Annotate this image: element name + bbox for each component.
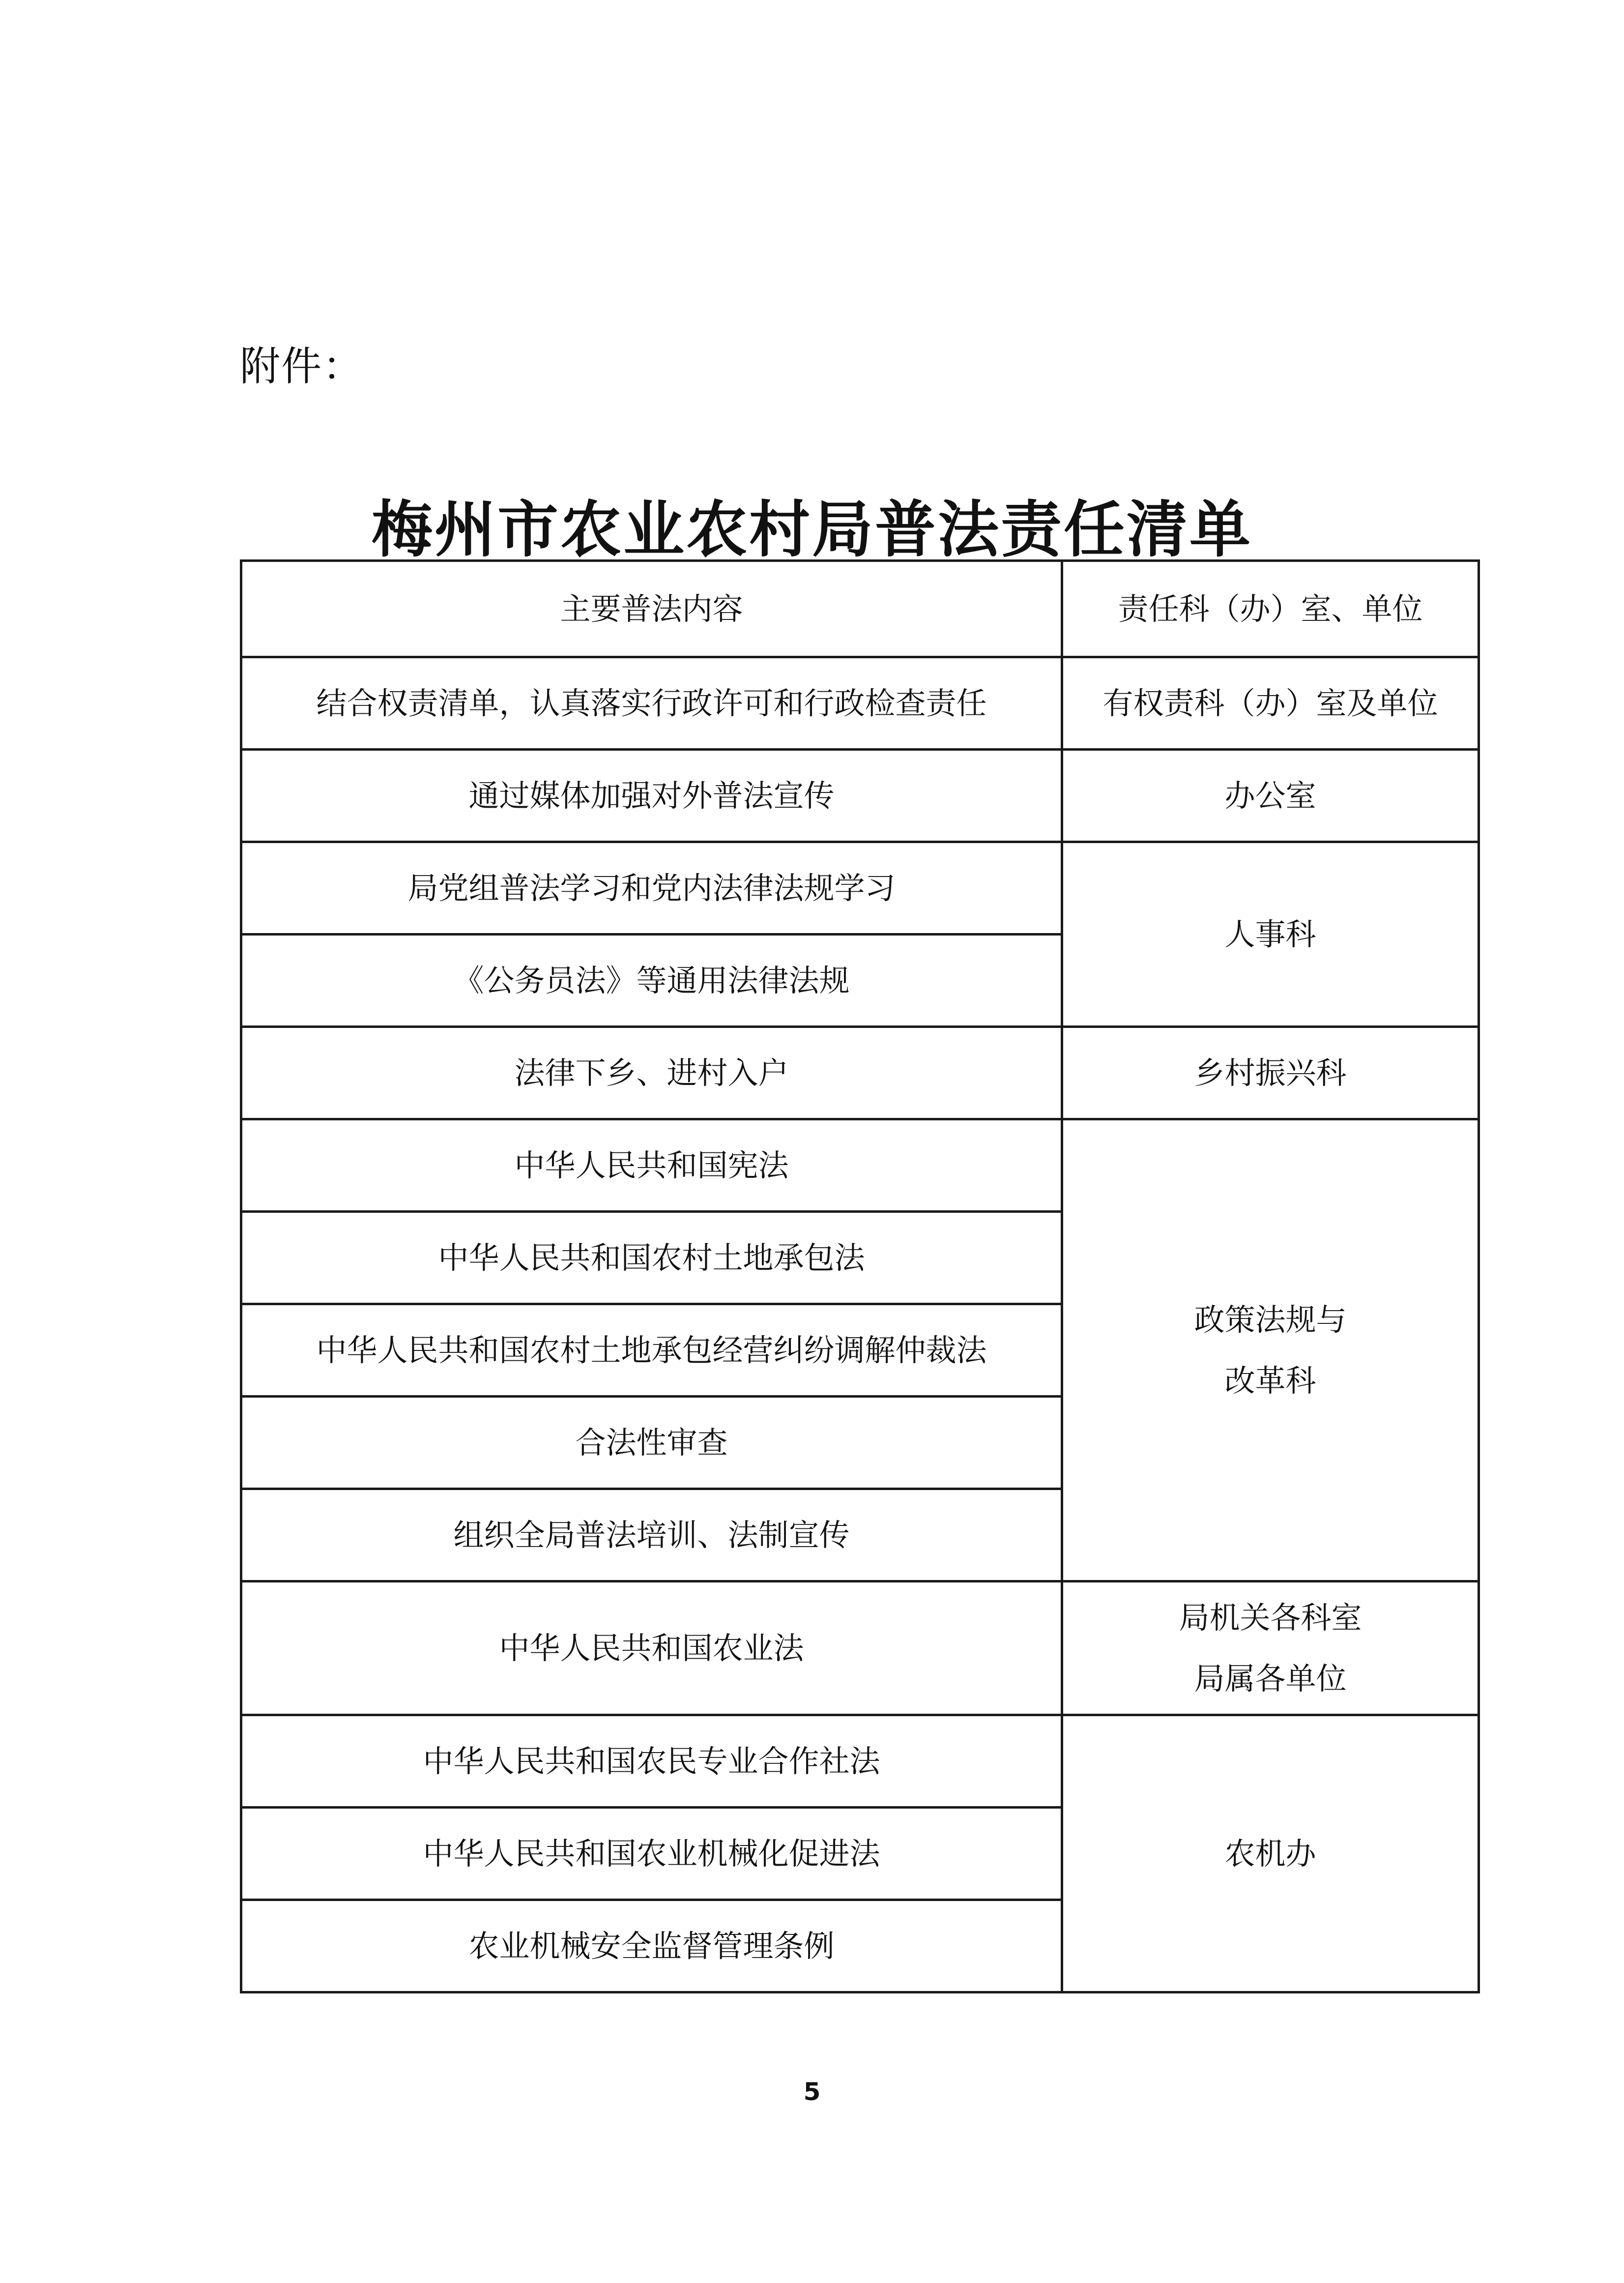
unit-cell [1062, 1119, 1479, 1581]
unit-cell: 有权责科（办）室及单位 [1062, 657, 1479, 750]
content-cell: 法律下乡、进村入户 [241, 1027, 1062, 1119]
unit-cell [1062, 1581, 1479, 1715]
content-cell: 结合权责清单，认真落实行政许可和行政检查责任 [241, 657, 1062, 750]
content-cell: 中华人民共和国农业法 [241, 1581, 1062, 1715]
content-cell: 《公务员法》等通用法律法规 [241, 935, 1062, 1027]
table-row [241, 657, 1479, 750]
table-row [241, 1027, 1479, 1119]
header-content-cell: 主要普法内容 [241, 561, 1062, 657]
table-row [241, 842, 1479, 935]
unit-cell: 乡村振兴科 [1062, 1027, 1479, 1119]
unit-cell: 人事科 [1062, 842, 1479, 1027]
content-cell: 农业机械安全监督管理条例 [241, 1900, 1062, 1992]
content-cell: 中华人民共和国农民专业合作社法 [241, 1715, 1062, 1808]
unit-line: 局机关各科室 [1179, 1599, 1362, 1636]
table-row [241, 1119, 1479, 1212]
unit-line: 政策法规与 [1194, 1301, 1347, 1338]
unit-line: 改革科 [1224, 1362, 1316, 1399]
table-row [241, 750, 1479, 842]
unit-line: 局属各单位 [1194, 1660, 1347, 1697]
content-cell: 组织全局普法培训、法制宣传 [241, 1489, 1062, 1581]
content-cell: 中华人民共和国宪法 [241, 1119, 1062, 1212]
unit-cell: 农机办 [1062, 1715, 1479, 1992]
content-cell: 局党组普法学习和党内法律法规学习 [241, 842, 1062, 935]
content-cell: 合法性审查 [241, 1397, 1062, 1489]
unit-cell: 办公室 [1062, 750, 1479, 842]
responsibility-table [240, 559, 1480, 1993]
page-number: 5 [803, 2078, 821, 2106]
table-header-row [241, 561, 1479, 657]
attachment-label: 附件： [240, 343, 364, 390]
content-cell: 中华人民共和国农村土地承包经营纠纷调解仲裁法 [241, 1304, 1062, 1397]
document-title: 梅州市农业农村局普法责任清单 [371, 495, 1252, 565]
content-cell: 中华人民共和国农业机械化促进法 [241, 1808, 1062, 1900]
table-row [241, 1581, 1479, 1715]
header-unit-cell: 责任科（办）室、单位 [1062, 561, 1479, 657]
table-row [241, 1715, 1479, 1808]
content-cell: 通过媒体加强对外普法宣传 [241, 750, 1062, 842]
content-cell: 中华人民共和国农村土地承包法 [241, 1212, 1062, 1304]
